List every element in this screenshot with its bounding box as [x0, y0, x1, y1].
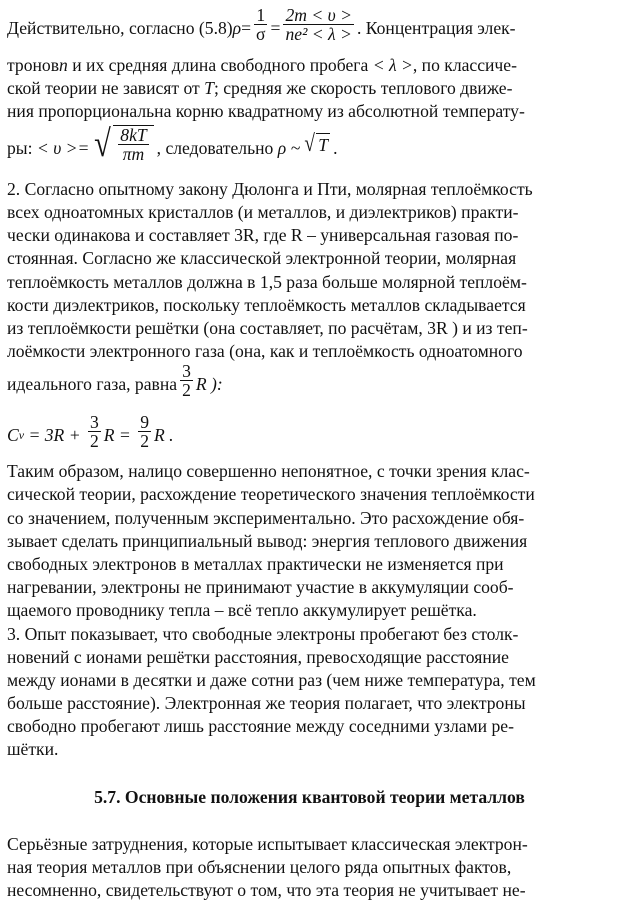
- formula-segment: = 3R +: [24, 425, 85, 445]
- fraction-numerator: 8kT: [120, 125, 147, 146]
- fraction-numerator: 3: [89, 411, 99, 432]
- fraction-denominator: ne² < λ >: [285, 23, 352, 44]
- fraction-numerator: 1: [256, 4, 266, 25]
- text-segment: ской теории не зависят от: [7, 78, 200, 98]
- text-segment: ры:: [7, 138, 33, 158]
- paragraph-2-line: из теплоёмкости решётки (она составляет, по расчётам, 3R ) и из теп-: [7, 318, 528, 338]
- symbol-n: n: [59, 55, 68, 75]
- cv-symbol: C: [7, 425, 19, 445]
- paragraph-5-line: несомненно, свидетельствуют о том, что эта теория не учитывает не-: [7, 880, 526, 900]
- paragraph-5-line: ная теория металлов при объяснении целого ряда опытных фактов,: [7, 857, 512, 877]
- paragraph-2-line: всех одноатомных кристаллов (и металлов, и диэлектриков) практи-: [7, 202, 519, 222]
- symbol-T: T: [204, 78, 214, 98]
- mean-velocity: < υ >=: [36, 138, 90, 158]
- radicand: [113, 125, 153, 163]
- fraction-three-halves: [180, 362, 193, 399]
- paragraph-3-line: щаемого проводнику тепла – всё тепло аккумулирует решётка.: [7, 600, 477, 620]
- paragraph-1-line-5: [7, 124, 607, 172]
- fraction-8kT-over-pim: [118, 126, 148, 163]
- fraction-numerator: 3: [182, 360, 191, 381]
- paragraph-3-line: свободных электронов в металлах практически не изменяется при: [7, 554, 504, 574]
- fraction-nine-halves: [138, 413, 151, 450]
- text-segment: ния пропорциональна корню квадратному из абсолютной температу-: [7, 101, 525, 121]
- paragraph-3-line: со значением, полученным экспериментально. Это расхождение обя-: [7, 508, 525, 528]
- text-segment: . Концентрация элек-: [356, 18, 516, 38]
- paragraph-2-line: теплоёмкость металлов должна в 1,5 раза больше молярной теплоём-: [7, 272, 527, 292]
- symbol-lambda: < λ >: [372, 55, 413, 75]
- heat-capacity-formula: [7, 412, 607, 458]
- text-segment: R ):: [195, 374, 223, 394]
- text-segment: и их средняя длина свободного пробега: [67, 55, 373, 75]
- rho-symbol: ρ: [232, 18, 242, 38]
- sqrt-expression: [92, 123, 153, 166]
- text-segment: , по классиче-: [412, 55, 517, 75]
- text-segment: тронов: [7, 55, 60, 75]
- paragraph-4-line: 3. Опыт показывает, что свободные электроны пробегают без столк-: [7, 624, 519, 644]
- fraction-denominator: 2: [89, 430, 99, 451]
- paragraph-2-line: кости диэлектриков, поскольку теплоёмкость металлов складывается: [7, 295, 526, 315]
- paragraph-3-line: зывает сделать принципиальный вывод: энергия теплового движения: [7, 531, 528, 551]
- radicand: T: [318, 134, 329, 155]
- formula-segment: R =: [103, 425, 136, 445]
- text-segment: Действительно, согласно (5.8): [7, 18, 233, 38]
- paragraph-4-line: между ионами в десятки и даже сотни раз (чем ниже температура, тем: [7, 670, 536, 690]
- fraction-denominator: 2: [140, 430, 149, 451]
- rho-proportional: ρ ~: [277, 138, 301, 158]
- text-segment: .: [333, 138, 338, 158]
- paragraph-2-line: стоянная. Согласно же классической электронной теории, молярная: [7, 248, 517, 268]
- fraction-denominator: σ: [256, 23, 266, 44]
- paragraph-2-line: 2. Согласно опытному закону Дюлонга и Пти, молярная теплоёмкость: [7, 179, 533, 199]
- text-segment: ; средняя же скорость теплового движе-: [213, 78, 513, 98]
- fraction-resistivity: [283, 6, 354, 43]
- paragraph-1-line-4: [7, 100, 607, 122]
- paragraph-3-line: сической теории, расхождение теоретического значения теплоёмкости: [7, 484, 535, 504]
- paragraph-1-line-2: [7, 54, 607, 76]
- equals-sign: =: [241, 18, 252, 38]
- cv-subscript: v: [18, 428, 25, 442]
- paragraph-3-line: нагревании, электроны не принимают участие в аккумуляции сооб-: [7, 577, 514, 597]
- fraction-numerator: 2m < υ >: [285, 4, 352, 25]
- paragraph-4-line: свободно пробегают лишь расстояние между соседними узлами ре-: [7, 716, 514, 736]
- text-segment: идеального газа, равна: [7, 374, 178, 394]
- paragraph-3-line: Таким образом, налицо совершенно непонятное, с точки зрения клас-: [7, 461, 530, 481]
- radical-sign: √: [304, 130, 315, 157]
- paragraph-2-line: чески одинакова и составляет 3R, где R – универсальная газовая по-: [7, 225, 519, 245]
- fraction-denominator: 2: [182, 379, 191, 400]
- paragraph-4-line: больше расстояние). Электронная же теория полагает, что электроны: [7, 693, 526, 713]
- sqrt-T: [303, 130, 330, 157]
- paragraph-2-line: лоёмкости электронного газа (она, как и теплоёмкость одноатомного: [7, 341, 523, 361]
- fraction-numerator: 9: [140, 411, 149, 432]
- fraction-denominator: πm: [122, 144, 145, 165]
- formula-segment: R .: [153, 425, 174, 445]
- text-segment: , следовательно: [156, 138, 274, 158]
- fraction-one-over-sigma: [254, 6, 267, 43]
- paragraph-1-line-1: [7, 4, 607, 48]
- section-heading: 5.7. Основные положения квантовой теории металлов: [94, 787, 525, 807]
- fraction-three-halves: [88, 413, 101, 450]
- paragraph-2-last-line: [7, 362, 607, 406]
- paragraph-1-line-3: [7, 77, 607, 99]
- equals-sign: =: [270, 18, 281, 38]
- paragraph-4-line: шётки.: [7, 739, 59, 759]
- paragraph-5-line: Серьёзные затруднения, которые испытывает классическая электрон-: [7, 834, 528, 854]
- paragraph-4-line: новений с ионами решётки расстояния, превосходящие расстояние: [7, 647, 509, 667]
- radical-sign: √: [94, 123, 112, 166]
